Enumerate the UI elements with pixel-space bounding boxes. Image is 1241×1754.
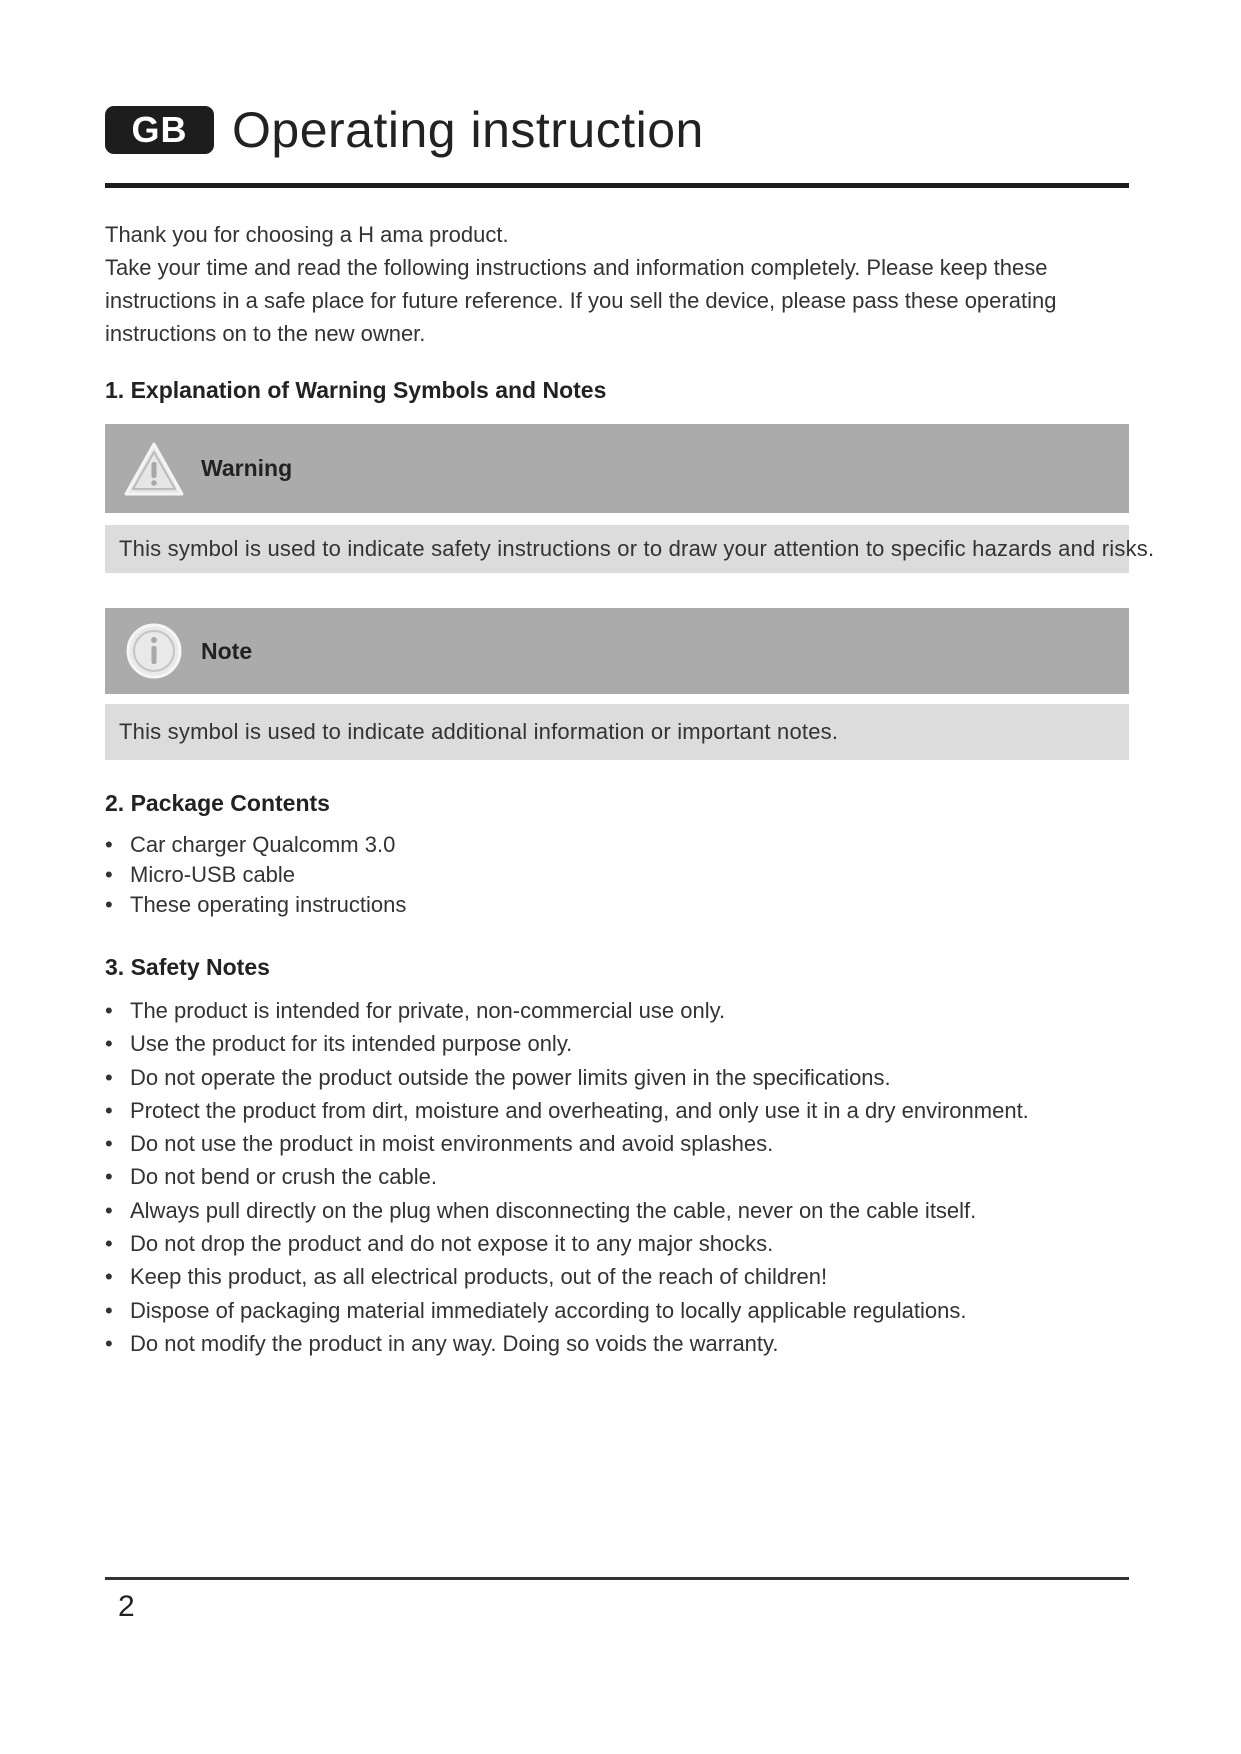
list-item: • Do not use the product in moist environments and avoid splashes.: [105, 1127, 1135, 1160]
list-item: • Car charger Qualcomm 3.0: [105, 830, 1135, 860]
page-number: 2: [118, 1590, 135, 1623]
section-1-heading: 1. Explanation of Warning Symbols and Notes: [105, 377, 607, 403]
info-circle-icon: [123, 620, 185, 682]
section-3-heading: 3. Safety Notes: [105, 954, 270, 980]
list-item: • Protect the product from dirt, moisture and overheating, and only use it in a dry environment.: [105, 1094, 1135, 1127]
list-item: • Do not modify the product in any way. Doing so voids the warranty.: [105, 1327, 1135, 1360]
warning-box-body: [105, 525, 1155, 573]
note-description: This symbol is used to indicate additional information or important notes.: [119, 719, 839, 744]
header-divider: [105, 183, 1129, 188]
list-item: • Use the product for its intended purpose only.: [105, 1027, 1135, 1060]
note-box-body: [105, 704, 1129, 760]
warning-box-header: [105, 424, 1129, 513]
list-item: • Do not operate the product outside the power limits given in the specifications.: [105, 1061, 1135, 1094]
page-title: Operating instruction: [232, 102, 704, 158]
list-item: • Micro-USB cable: [105, 860, 1135, 890]
warning-triangle-icon: [123, 438, 185, 500]
intro-text: [105, 218, 1135, 350]
list-item: • Keep this product, as all electrical products, out of the reach of children!: [105, 1260, 1135, 1293]
list-item: • These operating instructions: [105, 890, 1135, 920]
warning-description: This symbol is used to indicate safety instructions or to draw your attention to specific hazards and risks.: [119, 536, 1155, 561]
warning-label: Warning: [201, 455, 293, 481]
section-2-heading: 2. Package Contents: [105, 790, 330, 816]
language-badge: GB: [105, 106, 214, 154]
list-item: • The product is intended for private, non-commercial use only.: [105, 994, 1135, 1027]
list-item: • Always pull directly on the plug when disconnecting the cable, never on the cable itself.: [105, 1194, 1135, 1227]
safety-notes-list: [105, 994, 1135, 1360]
intro-line-2: Take your time and read the following instructions and information completely. Please keep these instructions in a safe place for future reference. If you sell the device, please pass these operating instructions on to the new owner.: [105, 255, 1057, 346]
list-item: • Dispose of packaging material immediately according to locally applicable regulations.: [105, 1294, 1135, 1327]
intro-line-1: Thank you for choosing a H ama product.: [105, 222, 509, 247]
note-label: Note: [201, 637, 253, 664]
list-item: • Do not drop the product and do not expose it to any major shocks.: [105, 1227, 1135, 1260]
note-box-header: [105, 608, 1129, 694]
package-contents-list: [105, 830, 1135, 920]
page-header: [105, 100, 704, 160]
footer-divider: [105, 1577, 1129, 1580]
list-item: • Do not bend or crush the cable.: [105, 1160, 1135, 1193]
